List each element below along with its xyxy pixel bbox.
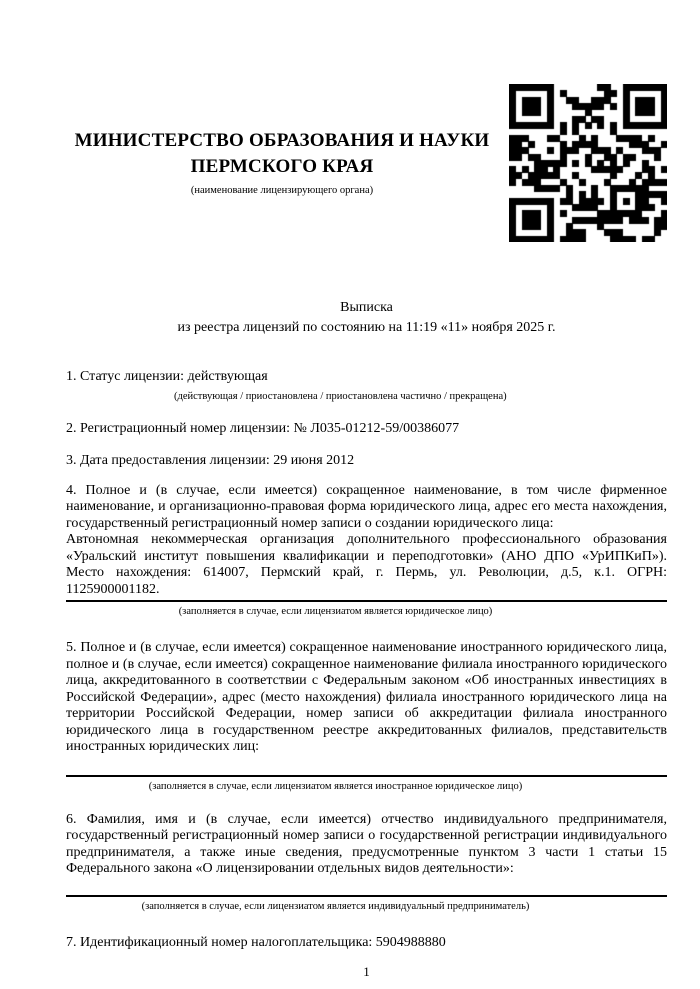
ministry-name-line1: МИНИСТЕРСТВО ОБРАЗОВАНИЯ И НАУКИ [74, 130, 490, 151]
license-status: 1. Статус лицензии: действующая [66, 369, 268, 384]
individual-entrepreneur-section-text: 6. Фамилия, имя и (в случае, если имеется) отчество индивидуального предпринимателя, государственный регистрационный номер записи о государственной регистрации индивидуального предпринимателя, а также иные сведения, предусмотренные пунктом 3 части 1 статьи 15 Федерального закона «О лицензировании отдельных видов деятельности»: [66, 811, 667, 876]
document-header [66, 84, 667, 242]
ministry-caption: (наименование лицензирующего органа) [190, 185, 374, 196]
license-grant-date: 3. Дата предоставления лицензии: 29 июня 2012 [66, 453, 355, 468]
document-title-line2: из реестра лицензий по состоянию на 11:19 «11» ноября 2025 г. [177, 320, 556, 335]
page-footer [66, 964, 667, 981]
foreign-entity-underline [66, 775, 667, 777]
individual-entrepreneur-empty-value [66, 878, 667, 893]
individual-entrepreneur-caption: (заполняется в случае, если лицензиатом является индивидуальный предприниматель) [141, 900, 530, 912]
foreign-entity-caption: (заполняется в случае, если лицензиатом является иностранное юридическое лицо) [148, 780, 523, 792]
legal-entity-underline [66, 600, 667, 602]
page-number: 1 [363, 964, 370, 979]
legal-entity-section-text: 4. Полное и (в случае, если имеется) сокращенное наименование, в том числе фирменное наименование, и организационно-правовая форма юридического лица, адрес его места нахождения, государственный регистрационный номер записи о создании юридического лица: [66, 482, 667, 531]
foreign-entity-empty-value [66, 756, 667, 773]
ministry-name-line2: ПЕРМСКОГО КРАЯ [190, 156, 374, 177]
individual-entrepreneur-underline [66, 895, 667, 897]
licensing-authority-block [66, 128, 498, 197]
foreign-entity-section-text: 5. Полное и (в случае, если имеется) сокращенное наименование иностранного юридического лица, полное и (в случае, если имеется) сокращенное наименование филиала иностранного юридического лица, аккредитованного в соответствии с Федеральным законом «Об иностранных инвестициях в Российской Федерации», адрес (место нахождения) филиала иностранного юридического лица на территории Российской Федерации, номер записи об аккредитации филиала иностранного юридического лица в государственном реестре аккредитованных филиалов, представительств иностранных юридических лиц: [66, 640, 667, 754]
license-registration-number: 2. Регистрационный номер лицензии: № Л035-01212-59/00386077 [66, 420, 460, 436]
document-title [66, 298, 667, 338]
legal-entity-value: Автономная некоммерческая организация дополнительного профессионального образования «Уральский институт повышения квалификации и переподготовки» (АНО ДПО «УрИПКиП»). Место нахождения: 614007, Пермский край, г. Пермь, ул. Революции, д.5, к.1. ОГРН: 1125900001182. [66, 532, 667, 597]
qr-code [509, 84, 667, 242]
document-title-line1: Выписка [340, 300, 393, 315]
license-status-options-caption: (действующая / приостановлена / приостановлена частично / прекращена) [174, 390, 507, 402]
legal-entity-caption: (заполняется в случае, если лицензиатом является юридическое лицо) [178, 606, 493, 617]
taxpayer-id: 7. Идентификационный номер налогоплательщика: 5904988880 [66, 934, 446, 950]
